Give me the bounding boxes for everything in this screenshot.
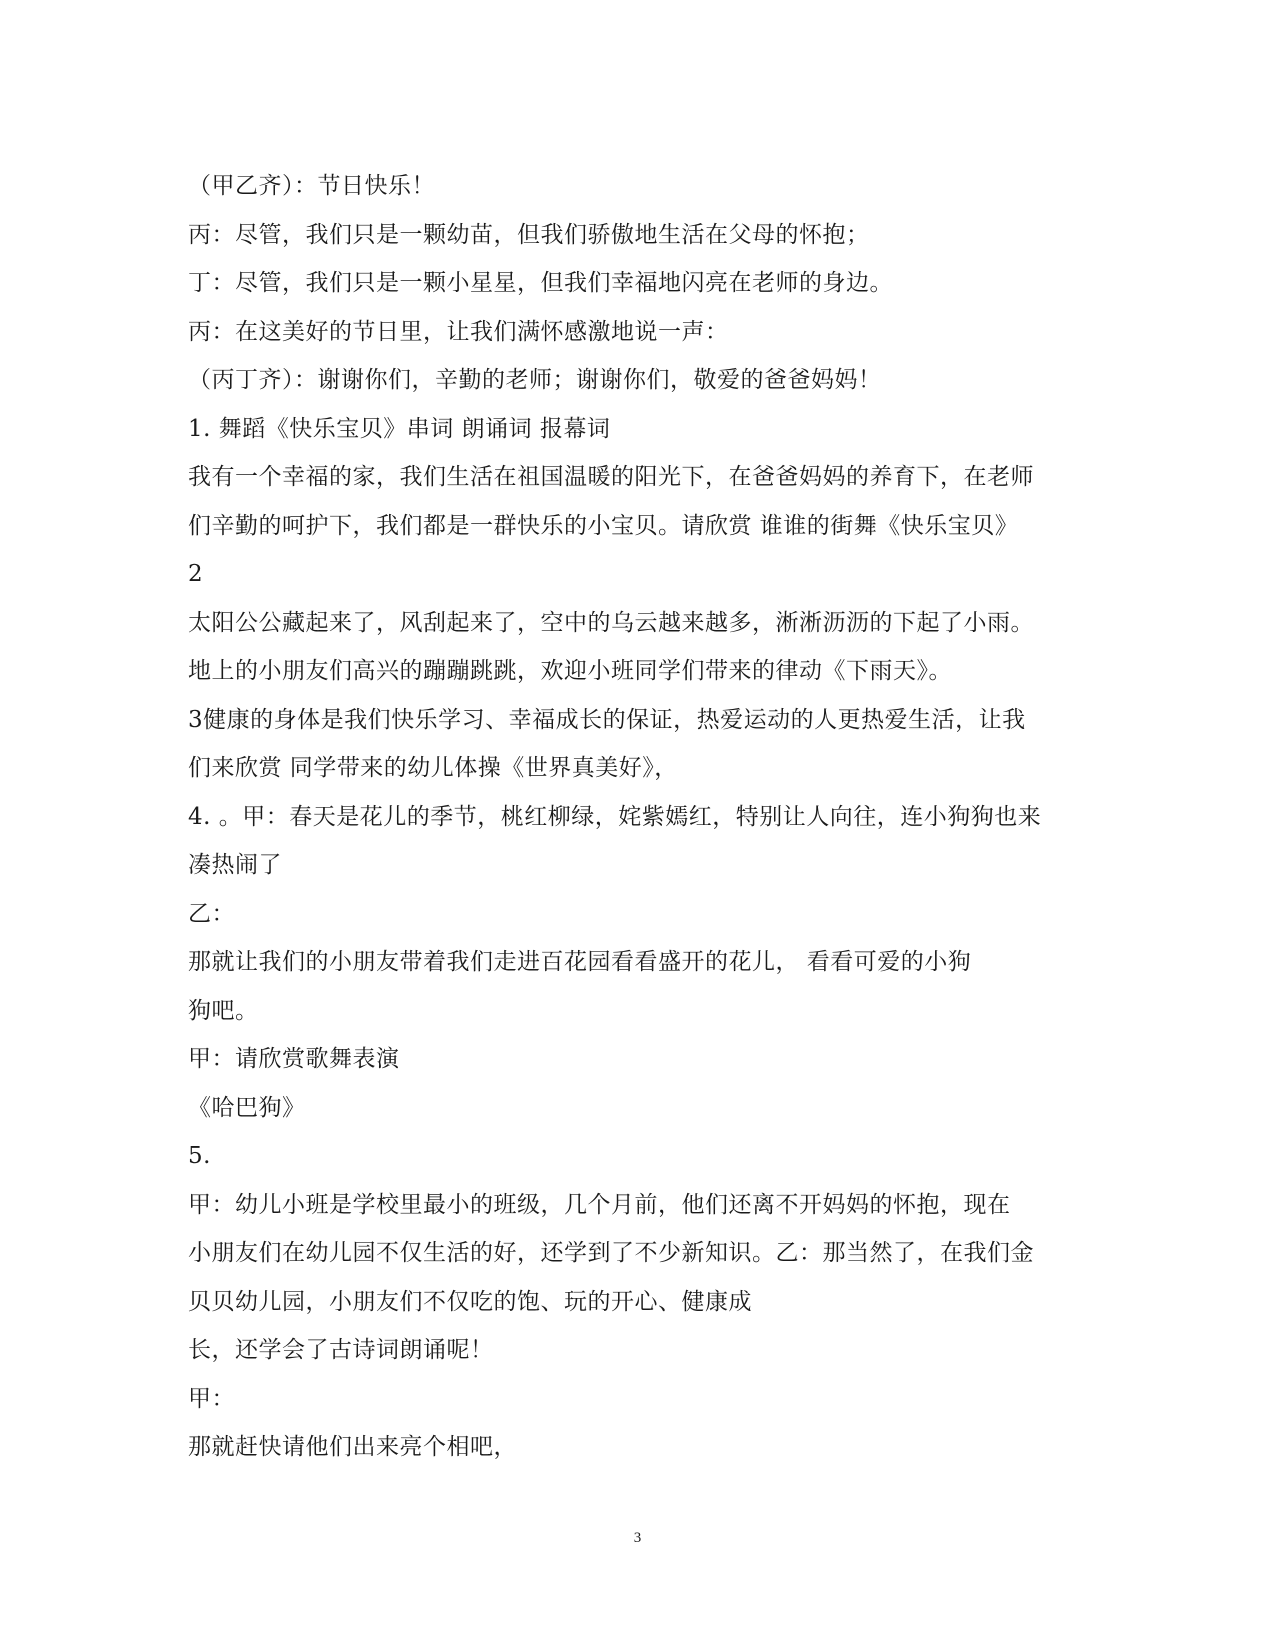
text-line: 们来欣赏 同学带来的幼儿体操《世界真美好》， [188,755,678,781]
text-line: 太阳公公藏起来了，风刮起来了，空中的乌云越来越多，淅淅沥沥的下起了小雨。 [188,609,1034,636]
text-line: 狗吧。 [188,997,259,1024]
text-line: 小朋友们在幼儿园不仅生活的好，还学到了不少新知识。乙：那当然了，在我们金 [188,1240,1034,1266]
text-line: （甲乙齐）：节日快乐！ [188,173,435,199]
text-line: 甲：幼儿小班是学校里最小的班级，几个月前，他们还离不开妈妈的怀抱，现在 [188,1191,1011,1218]
text-line: 我有一个幸福的家，我们生活在祖国温暖的阳光下，在爸爸妈妈的养育下，在老师 [188,464,1034,490]
text-line: 长，还学会了古诗词朗诵呢！ [188,1337,494,1363]
text-line: （丙丁齐）：谢谢你们，辛勤的老师；谢谢你们，敬爱的爸爸妈妈！ [188,367,882,393]
text-line: 贝贝幼儿园，小朋友们不仅吃的饱、玩的开心、健康成 [188,1288,752,1315]
page-number: 3 [633,1530,642,1546]
speaker-label: 乙： [188,900,235,927]
section-number: 2 [188,561,204,587]
text-line: 丁：尽管，我们只是一颗小星星，但我们幸福地闪亮在老师的身边。 [188,270,893,296]
text-line: 甲：请欣赏歌舞表演 [188,1046,400,1072]
speaker-label: 甲： [188,1385,235,1412]
text-line: 那就让我们的小朋友带着我们走进百花园看看盛开的花儿， 看看可爱的小狗 [188,949,972,975]
section-number: 5. [188,1143,211,1169]
section-heading: 1. 舞蹈《快乐宝贝》串词 朗诵词 报幕词 [188,415,611,442]
document-body [188,162,1088,1472]
text-line: 4. 。甲：春天是花儿的季节，桃红柳绿，姹紫嫣红，特别让人向往，连小狗狗也来 [188,803,1042,830]
text-line: 3健康的身体是我们快乐学习、幸福成长的保证，热爱运动的人更热爱生活，让我 [188,706,1026,733]
text-line: 那就赶快请他们出来亮个相吧， [188,1434,517,1460]
text-line: 丙：尽管，我们只是一颗幼苗，但我们骄傲地生活在父母的怀抱； [188,221,870,248]
text-line: 丙：在这美好的节日里，让我们满怀感激地说一声： [188,318,729,345]
text-line: 地上的小朋友们高兴的蹦蹦跳跳，欢迎小班同学们带来的律动《下雨天》。 [188,658,952,684]
text-line: 凑热闹了 [188,852,282,878]
text-line: 《哈巴狗》 [188,1094,306,1121]
text-line: 们辛勤的呵护下，我们都是一群快乐的小宝贝。请欣赏 谁谁的街舞《快乐宝贝》 [188,512,1019,539]
